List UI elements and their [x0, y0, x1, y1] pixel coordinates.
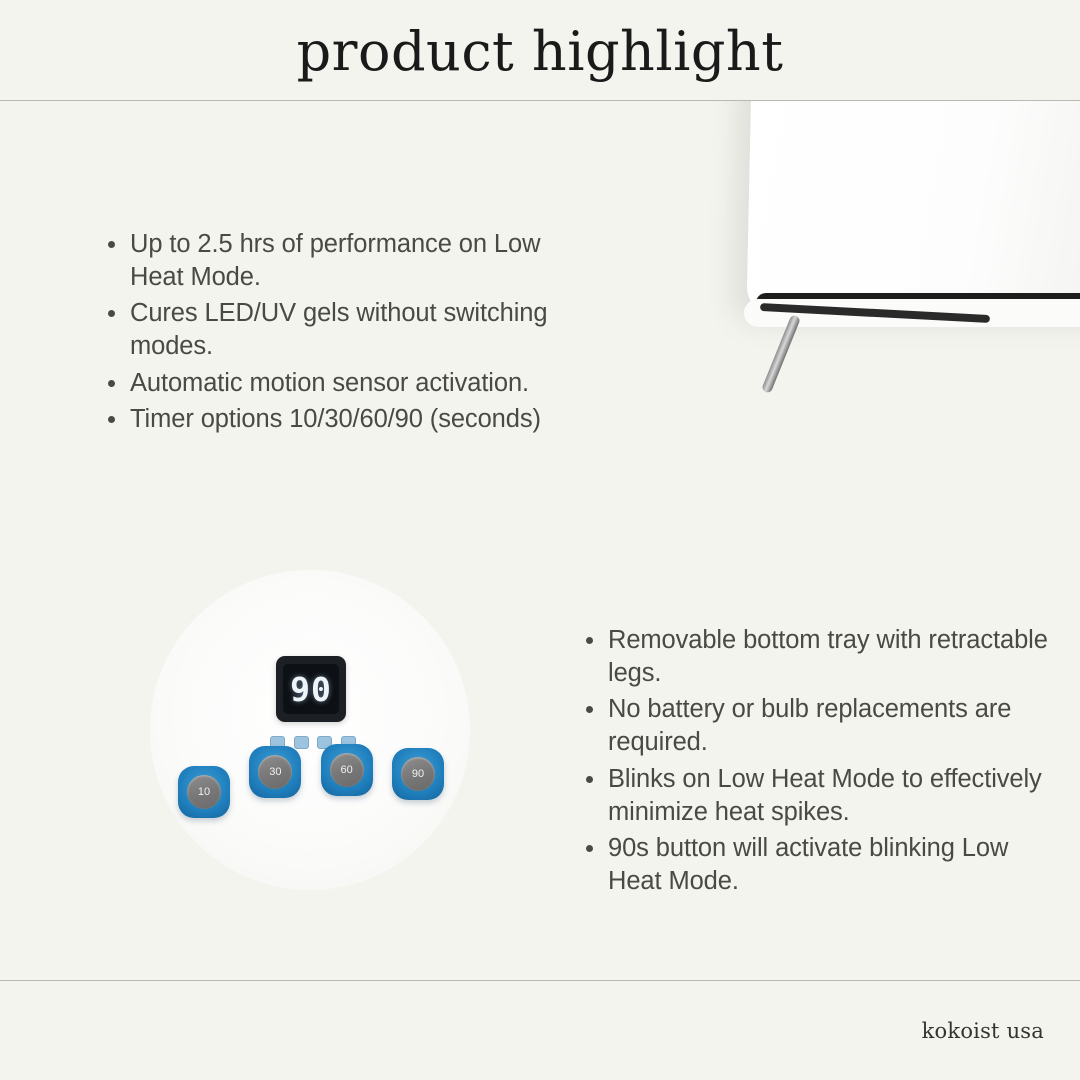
list-item: 90s button will activate blinking Low Heat Mode. — [578, 832, 1048, 898]
timer-button-label: 30 — [269, 766, 282, 778]
panel-background — [150, 570, 470, 890]
timer-button-60[interactable] — [321, 744, 373, 796]
timer-button-30[interactable] — [249, 746, 301, 798]
timer-display-value: 90 — [290, 669, 332, 709]
lamp-product-photo — [680, 101, 1080, 421]
list-item: Automatic motion sensor activation. — [100, 367, 570, 400]
list-item: Blinks on Low Heat Mode to effectively minimize heat spikes. — [578, 763, 1048, 829]
list-item: Cures LED/UV gels without switching modes. — [100, 297, 570, 363]
timer-button-row — [178, 766, 444, 818]
page-header — [0, 0, 1080, 101]
timer-button-core — [258, 755, 292, 789]
feature-list-top — [100, 228, 570, 439]
timer-button-label: 90 — [411, 768, 425, 780]
page-title: product highlight — [296, 20, 784, 83]
timer-button-label: 10 — [197, 786, 211, 798]
timer-button-90[interactable] — [392, 748, 444, 800]
lamp-shade-shape — [758, 101, 1080, 307]
list-item: Removable bottom tray with retractable legs. — [578, 624, 1048, 690]
timer-display-screen — [283, 664, 339, 714]
timer-button-label: 60 — [340, 764, 353, 776]
brand-name: kokoist usa — [921, 1018, 1044, 1043]
list-item: No battery or bulb replacements are required. — [578, 693, 1048, 759]
page-footer — [0, 980, 1080, 1080]
list-item: Up to 2.5 hrs of performance on Low Heat Mode. — [100, 228, 570, 294]
timer-button-core — [187, 775, 221, 809]
timer-button-core — [330, 753, 364, 787]
timer-button-core — [401, 757, 435, 791]
timer-button-10[interactable] — [178, 766, 230, 818]
list-item: Timer options 10/30/60/90 (seconds) — [100, 403, 570, 436]
timer-display — [276, 656, 346, 722]
feature-list-bottom — [578, 624, 1048, 901]
led-indicator-icon — [294, 736, 309, 749]
control-panel-photo — [150, 570, 470, 890]
